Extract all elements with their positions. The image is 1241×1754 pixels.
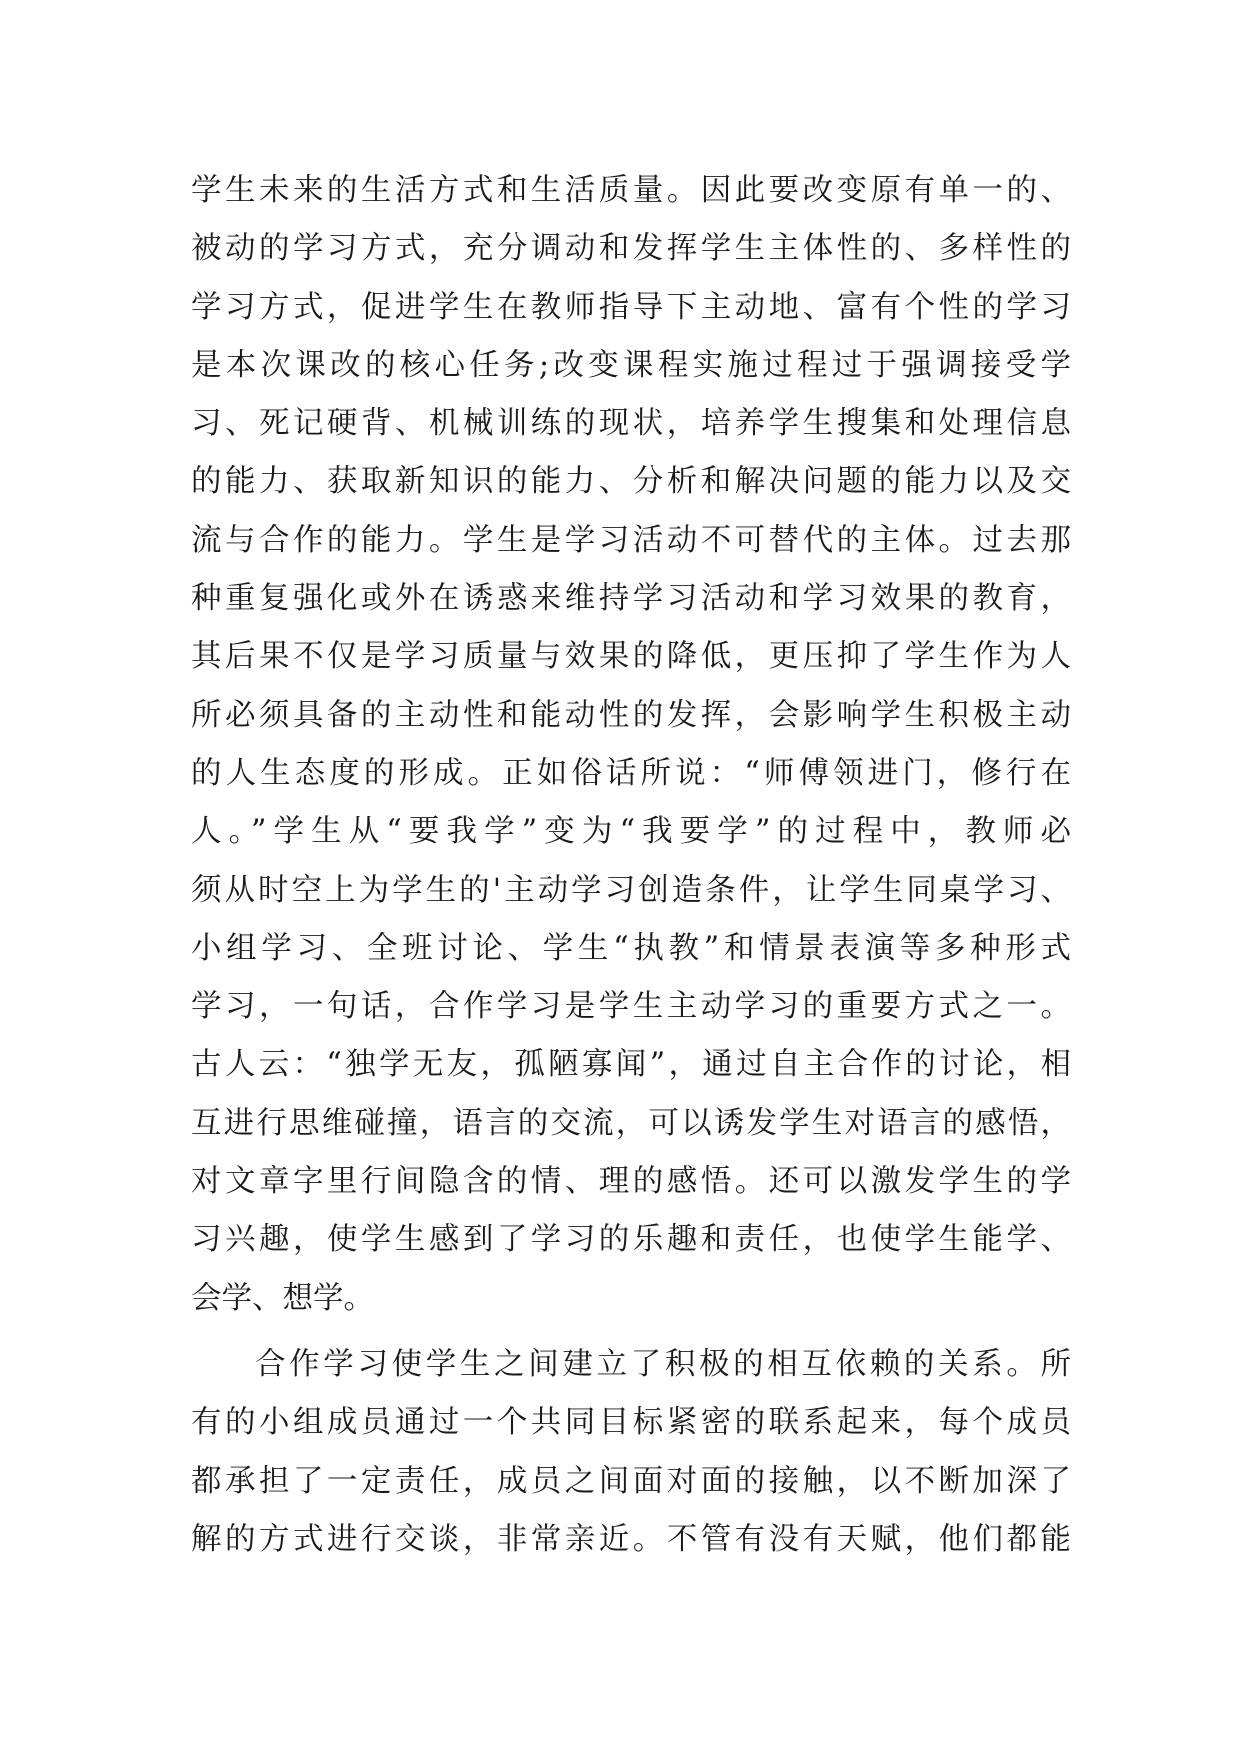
paragraph-gap xyxy=(191,1328,1071,1336)
text-line: 都承担了一定责任，成员之间面对面的接触，以不断加深了 xyxy=(191,1463,1071,1499)
document-body xyxy=(191,162,1071,1569)
text-line: 学习方式，促进学生在教师指导下主动地、富有个性的学习 xyxy=(191,289,1071,325)
text-line: 须从时空上为学生的'主动学习创造条件，让学生同桌学习、 xyxy=(191,872,1071,908)
text-line: 对文章字里行间隐含的情、理的感悟。还可以激发学生的学 xyxy=(191,1164,1071,1200)
text-line: 是本次课改的核心任务;改变课程实施过程过于强调接受学 xyxy=(191,347,1071,383)
text-line: 会学、想学。 xyxy=(191,1280,374,1316)
paragraph-2 xyxy=(191,1336,1071,1569)
text-line: 互进行思维碰撞，语言的交流，可以诱发学生对语言的感悟， xyxy=(191,1105,1071,1141)
text-line: 流与合作的能力。学生是学习活动不可替代的主体。过去那 xyxy=(191,522,1071,558)
text-line: 小组学习、全班讨论、学生“执教”和情景表演等多种形式 xyxy=(191,930,1071,966)
text-line: 的人生态度的形成。正如俗话所说：“师傅领进门，修行在 xyxy=(191,755,1071,791)
text-line: 人。”学生从“要我学”变为“我要学”的过程中，教师必 xyxy=(191,814,1071,850)
text-line: 有的小组成员通过一个共同目标紧密的联系起来，每个成员 xyxy=(191,1405,1071,1441)
text-line: 解的方式进行交谈，非常亲近。不管有没有天赋，他们都能 xyxy=(191,1521,1071,1557)
text-line: 所必须具备的主动性和能动性的发挥，会影响学生积极主动 xyxy=(191,697,1071,733)
text-line: 学习，一句话，合作学习是学生主动学习的重要方式之一。 xyxy=(191,989,1071,1025)
text-line: 古人云：“独学无友，孤陋寡闻”，通过自主合作的讨论，相 xyxy=(191,1047,1071,1083)
text-line: 习、死记硬背、机械训练的现状，培养学生搜集和处理信息 xyxy=(191,406,1071,442)
text-line: 其后果不仅是学习质量与效果的降低，更压抑了学生作为人 xyxy=(191,639,1071,675)
text-line: 的能力、获取新知识的能力、分析和解决问题的能力以及交 xyxy=(191,464,1071,500)
text-line: 合作学习使学生之间建立了积极的相互依赖的关系。所 xyxy=(255,1346,1071,1382)
text-line: 学生未来的生活方式和生活质量。因此要改变原有单一的、 xyxy=(191,173,1071,208)
text-line: 被动的学习方式，充分调动和发挥学生主体性的、多样性的 xyxy=(191,231,1071,267)
text-line: 习兴趣，使学生感到了学习的乐趣和责任，也使学生能学、 xyxy=(191,1222,1071,1258)
paragraph-1 xyxy=(191,162,1071,1328)
text-line: 种重复强化或外在诱惑来维持学习活动和学习效果的教育， xyxy=(191,581,1071,617)
